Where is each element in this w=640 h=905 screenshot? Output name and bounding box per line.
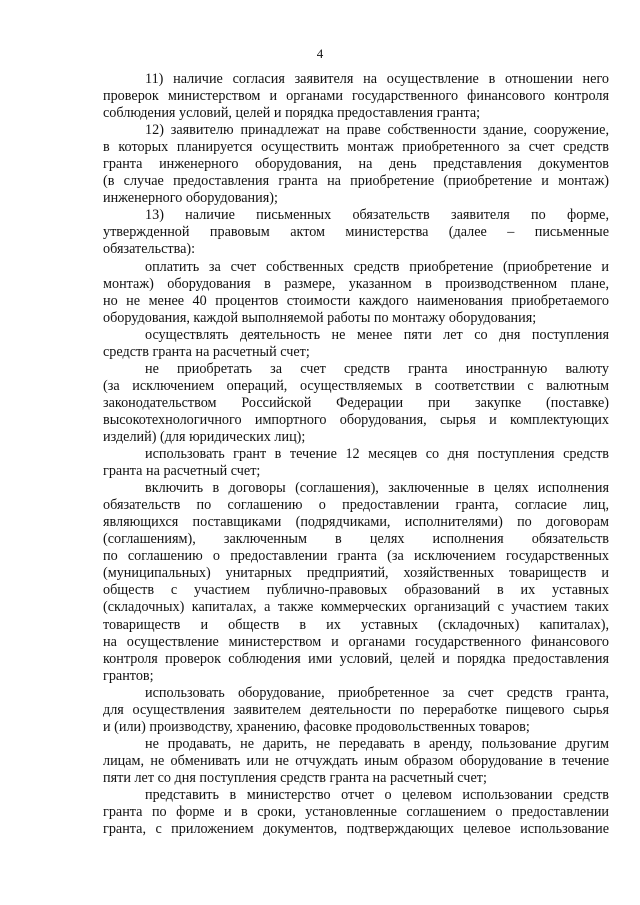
text-line: (соглашениям), заключенным в целях исполнения обязательств	[103, 531, 609, 548]
text-line: являющихся поставщиками (подрядчиками, исполнителями) по договорам	[103, 514, 609, 531]
text-line: по соглашению о предоставлении гранта (за исключением государственных	[103, 548, 609, 565]
text-line: в которых планируется осуществить монтаж приобретенного за счет средств	[103, 139, 609, 156]
text-line: проверок министерством и органами государственного финансового контроля	[103, 88, 609, 105]
text-line: соблюдения условий, целей и порядка предоставления гранта;	[103, 105, 481, 122]
text-line: но не менее 40 процентов стоимости каждого наименования приобретаемого	[103, 292, 609, 309]
text-line: 13) наличие письменных обязательств заявителя по форме,	[145, 207, 609, 224]
text-line: использовать грант в течение 12 месяцев со дня поступления средств	[145, 446, 609, 463]
text-line: пяти лет со дня поступления средств гранта на расчетный счет;	[103, 769, 487, 786]
text-line: лицам, не обменивать или не отчуждать иным образом оборудование в течение	[103, 752, 609, 769]
text-line: инженерного оборудования);	[103, 190, 278, 207]
text-line: оборудования, каждой выполняемой работы по монтажу оборудования;	[103, 309, 537, 326]
text-line: (в случае предоставления гранта на приобретение (приобретение и монтаж)	[103, 173, 609, 190]
page-number: 4	[316, 46, 324, 61]
text-line: утвержденной правовым актом министерства (далее – письменные	[103, 224, 609, 241]
text-line: гранта, с приложением документов, подтверждающих целевое использование	[103, 821, 609, 838]
text-line: гранта инженерного оборудования, на день представления документов	[103, 156, 609, 173]
text-line: и (или) производству, хранению, фасовке продовольственных товаров;	[103, 718, 530, 735]
text-line: для осуществления заявителем деятельности по переработке пищевого сырья	[103, 701, 609, 718]
text-line: средств гранта на расчетный счет;	[103, 343, 310, 360]
text-line: изделий) (для юридических лиц);	[103, 428, 306, 445]
text-line: не приобретать за счет средств гранта иностранную валюту	[145, 360, 609, 377]
text-line: грантов;	[103, 667, 154, 684]
text-line: обязательств по соглашению о предоставлении гранта, согласие лиц,	[103, 497, 609, 514]
body-text	[103, 71, 609, 838]
text-line: не продавать, не дарить, не передавать в аренду, пользование другим	[145, 735, 609, 752]
text-line: 12) заявителю принадлежат на праве собственности здание, сооружение,	[145, 122, 609, 139]
text-line: высокотехнологичного импортного оборудования, сырья и комплектующих	[103, 411, 609, 428]
text-line: представить в министерство отчет о целевом использовании средств	[145, 786, 609, 803]
text-line: монтаж) оборудования в размере, указанном в производственном плане,	[103, 275, 609, 292]
text-line: гранта на расчетный счет;	[103, 463, 261, 480]
text-line: включить в договоры (соглашения), заключенные в целях исполнения	[145, 480, 609, 497]
text-line: (муниципальных) унитарных предприятий, хозяйственных товариществ и	[103, 565, 609, 582]
text-line: контроля проверок соблюдения ими условий, целей и порядка предоставления	[103, 650, 609, 667]
text-line: использовать оборудование, приобретенное за счет средств гранта,	[145, 684, 609, 701]
text-line: гранта по форме и в сроки, установленные соглашением о предоставлении	[103, 804, 609, 821]
text-line: на осуществление министерством и органами государственного финансового	[103, 633, 609, 650]
text-line: товариществ и обществ в их уставных (складочных) капиталах),	[103, 616, 609, 633]
text-line: обществ с участием публично-правовых образований в их уставных	[103, 582, 609, 599]
text-line: (за исключением операций, осуществляемых в соответствии с валютным	[103, 377, 609, 394]
text-line: оплатить за счет собственных средств приобретение (приобретение и	[145, 258, 609, 275]
text-line: 11) наличие согласия заявителя на осуществление в отношении него	[145, 71, 609, 87]
text-line: обязательства):	[103, 241, 196, 258]
text-line: законодательством Российской Федерации при закупке (поставке)	[103, 394, 609, 411]
text-line: осуществлять деятельность не менее пяти лет со дня поступления	[145, 326, 609, 343]
text-line: (складочных) капиталах, а также коммерческих организаций с участием таких	[103, 599, 609, 616]
